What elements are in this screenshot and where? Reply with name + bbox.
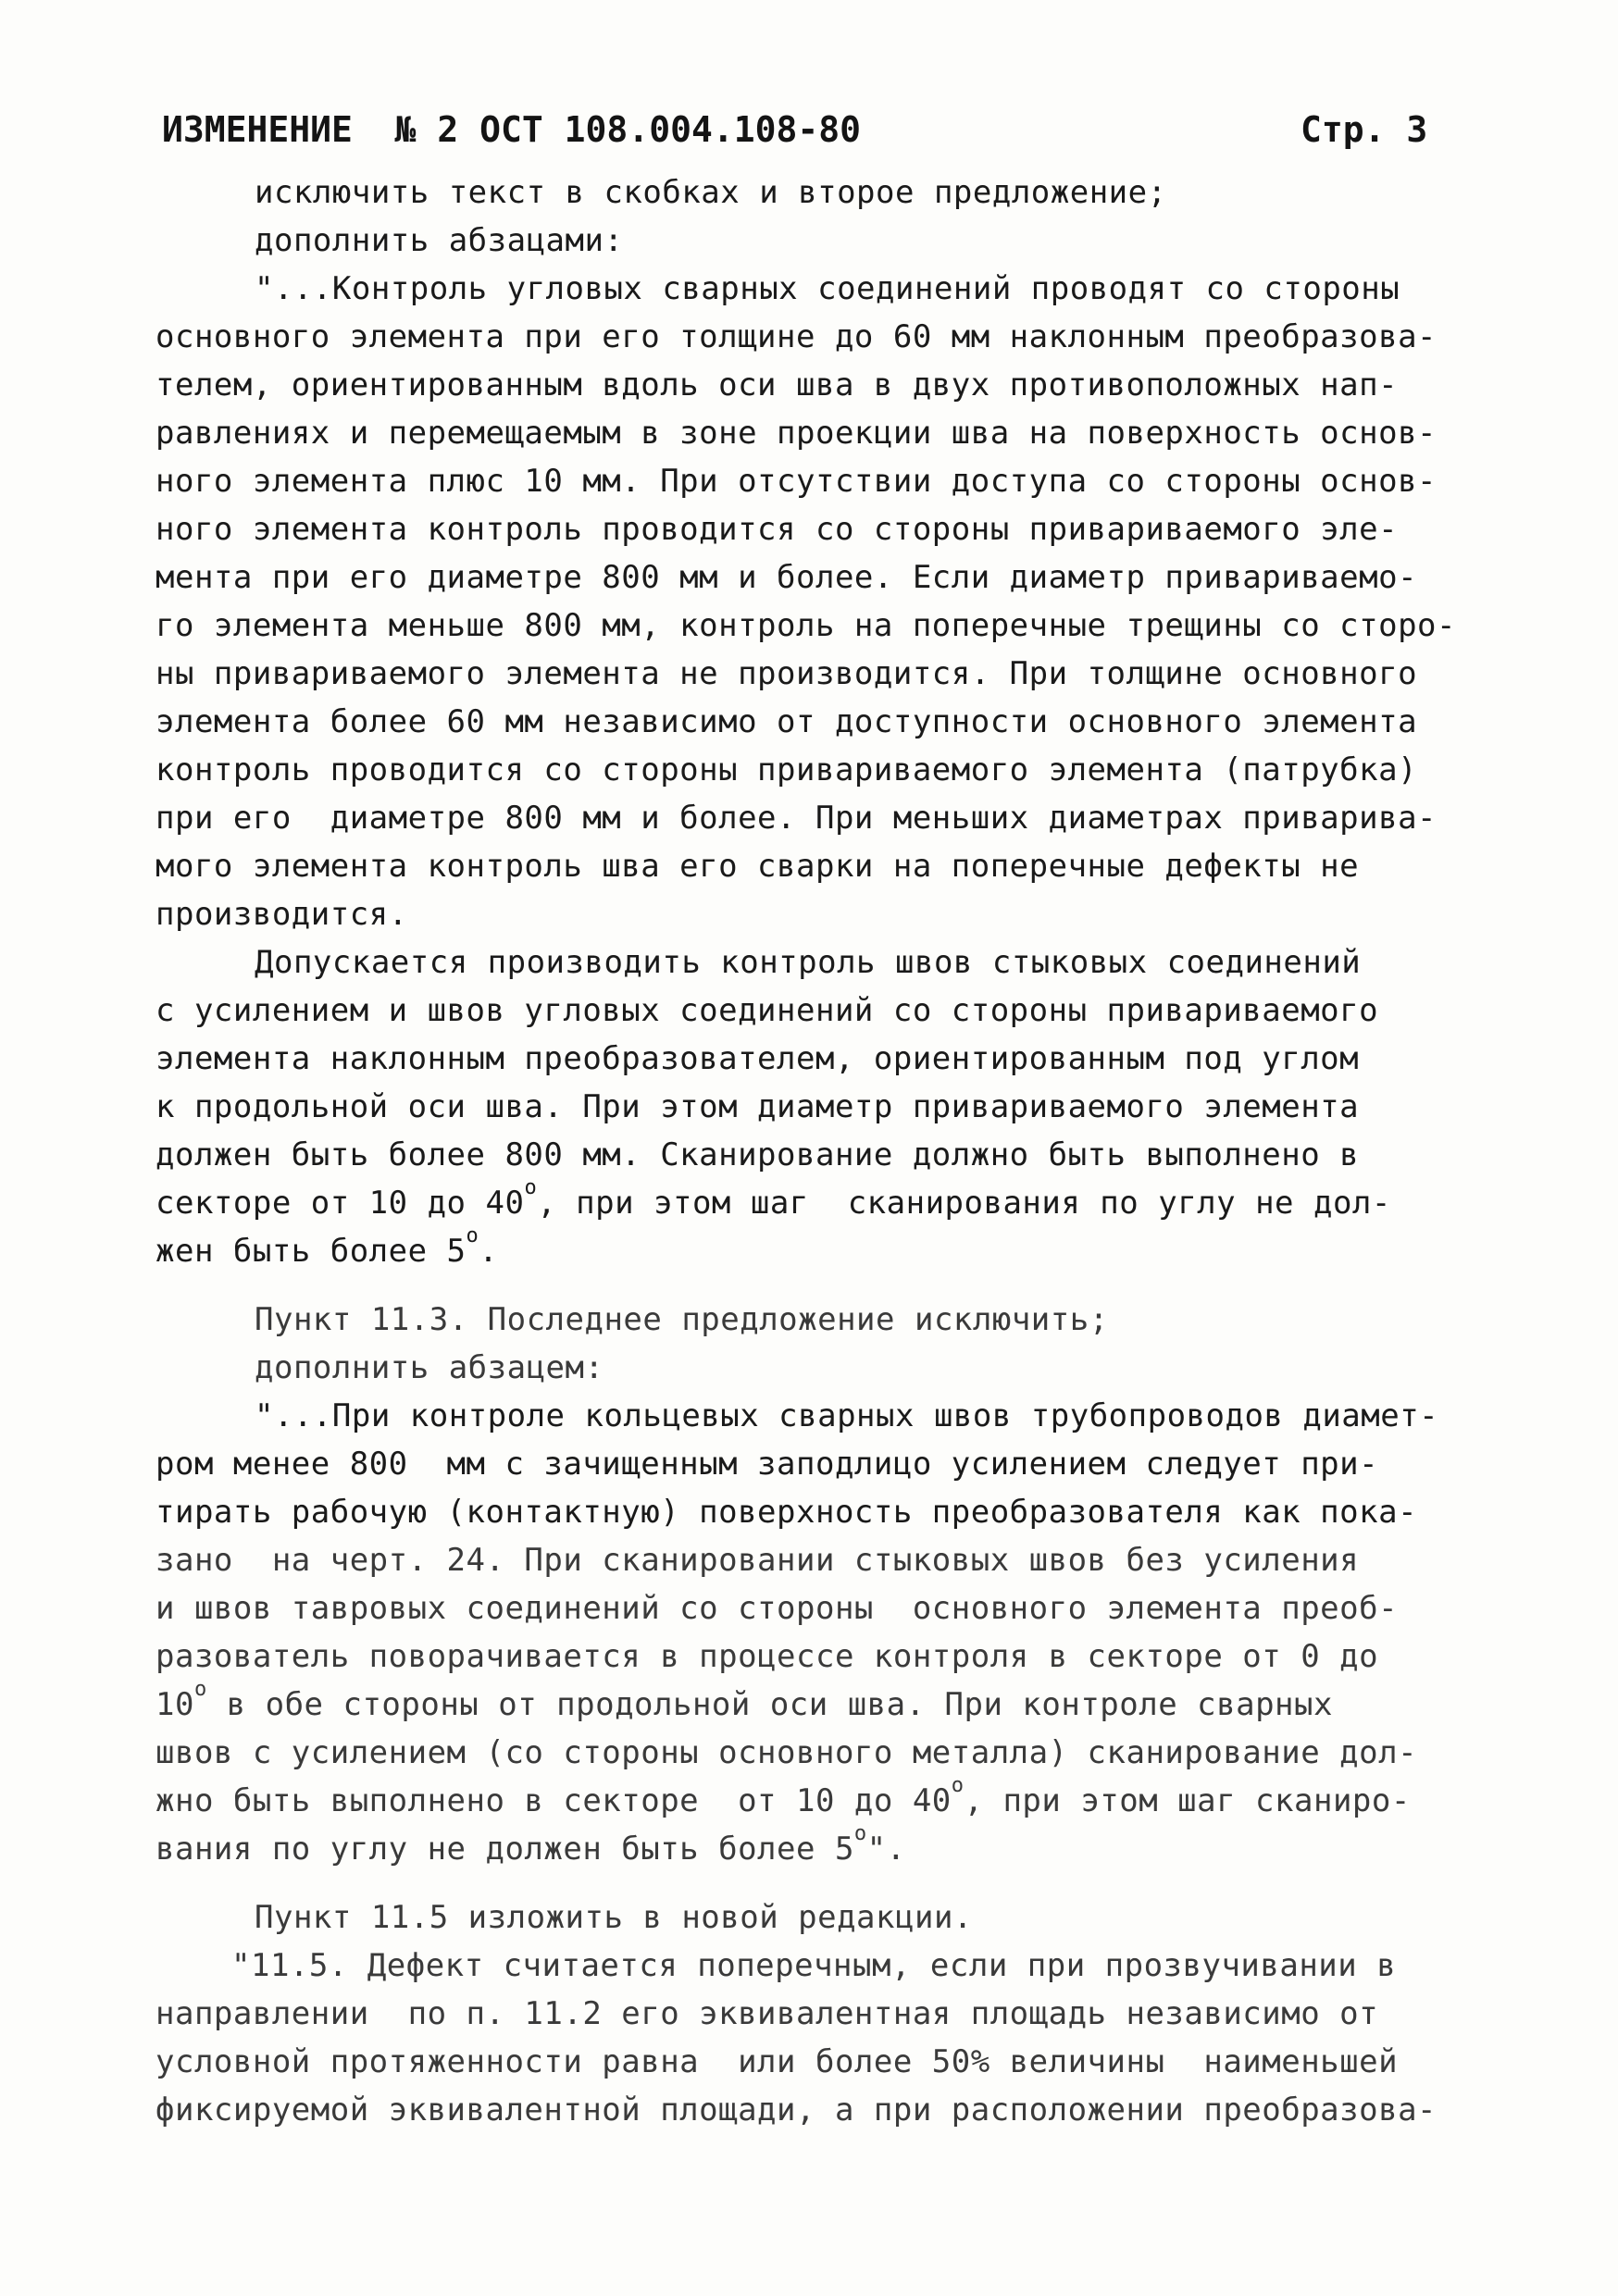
degree-mark: o [193,1678,207,1701]
text-line: элемента наклонным преобразователем, ориентированным под углом [156,1040,1360,1077]
text-segment: , при этом шаг сканирования по углу не дол- [537,1185,1391,1222]
text-line: элемента более 60 мм независимо от доступности основного элемента [156,703,1418,740]
text-segment: жно быть выполнено в секторе от 10 до 40 [156,1782,952,1819]
text-line: мента при его диаметре 800 мм и более. Если диаметр привариваемо- [156,559,1418,596]
text-segment: секторе от 10 до 40 [156,1185,525,1222]
text-line: направлении по п. 11.2 его эквивалентная площадь независимо от [156,1995,1379,2032]
text-line: швов с усилением (со стороны основного металла) сканирование дол- [156,1734,1418,1771]
text-line: Пункт 11.3. Последнее предложение исключить; [255,1301,1109,1338]
degree-mark: o [951,1774,965,1797]
text-line [156,1224,499,1270]
degree-mark: o [524,1176,538,1199]
text-line: зано на черт. 24. При сканировании стыковых швов без усиления [156,1542,1360,1579]
text-line: ного элемента контроль проводится со стороны привариваемого эле- [156,511,1399,548]
text-line: исключить текст в скобках и второе предложение; [255,174,1167,211]
text-line [156,1678,1333,1723]
text-line [156,1176,1391,1222]
text-segment: , при этом шаг сканиро- [964,1782,1411,1819]
text-segment: . [479,1233,499,1270]
text-line: телем, ориентированным вдоль оси шва в двух противоположных нап- [156,366,1399,403]
text-line: с усилением и швов угловых соединений со стороны привариваемого [156,992,1379,1029]
text-line: должен быть более 800 мм. Сканирование должно быть выполнено в [156,1136,1360,1173]
document-header-id: ИЗМЕНЕНИЕ № 2 ОСТ 108.004.108-80 [162,109,861,150]
text-line: основного элемента при его толщине до 60 мм наклонным преобразова- [156,318,1438,355]
text-segment: 10 [156,1686,194,1723]
text-line: разователь поворачивается в процессе контроля в секторе от 0 до [156,1638,1379,1675]
text-segment: ". [866,1831,906,1868]
text-line: "11.5. Дефект считается поперечным, если при прозвучивании в [231,1947,1397,1984]
text-line: ны привариваемого элемента не производится. При толщине основного [156,655,1418,692]
degree-mark: o [466,1224,479,1247]
text-segment: жен быть более 5 [156,1233,467,1270]
text-line: условной протяженности равна или более 50% величины наименьшей [156,2043,1399,2080]
text-segment: в обе стороны от продольной оси шва. При контроле сварных [206,1686,1333,1723]
text-line: производится. [156,896,408,933]
text-line: контроль проводится со стороны привариваемого элемента (патрубка) [156,751,1418,788]
text-line: при его диаметре 800 мм и более. При меньших диаметрах приварива- [156,800,1438,837]
degree-mark: o [853,1822,867,1845]
text-line: ром менее 800 мм с зачищенным заподлицо усилением следует при- [156,1446,1379,1483]
text-line: "...Контроль угловых сварных соединений проводят со стороны [255,270,1400,307]
text-line [156,1774,1411,1819]
text-segment: вания по углу не должен быть более 5 [156,1831,854,1868]
text-line: дополнить абзацем: [255,1349,604,1386]
text-line: мого элемента контроль шва его сварки на поперечные дефекты не [156,848,1360,885]
text-line: тирать рабочую (контактную) поверхность преобразователя как пока- [156,1494,1418,1531]
text-line: фиксируемой эквивалентной площади, а при расположении преобразова- [156,2091,1438,2128]
text-line: дополнить абзацами: [255,222,624,259]
page-number: Стр. 3 [1301,109,1428,150]
text-line: "...При контроле кольцевых сварных швов трубопроводов диамет- [255,1397,1439,1434]
text-line: и швов тавровых соединений со стороны основного элемента преоб- [156,1590,1399,1627]
text-line: ного элемента плюс 10 мм. При отсутствии доступа со стороны основ- [156,463,1438,500]
text-line: равлениях и перемещаемым в зоне проекции шва на поверхность основ- [156,415,1438,452]
text-line: го элемента меньше 800 мм, контроль на поперечные трещины со сторо- [156,607,1456,644]
text-line: Пункт 11.5 изложить в новой редакции. [255,1899,973,1936]
text-line [156,1822,906,1868]
text-line: к продольной оси шва. При этом диаметр привариваемого элемента [156,1088,1360,1125]
text-line: Допускается производить контроль швов стыковых соединений [255,944,1362,981]
